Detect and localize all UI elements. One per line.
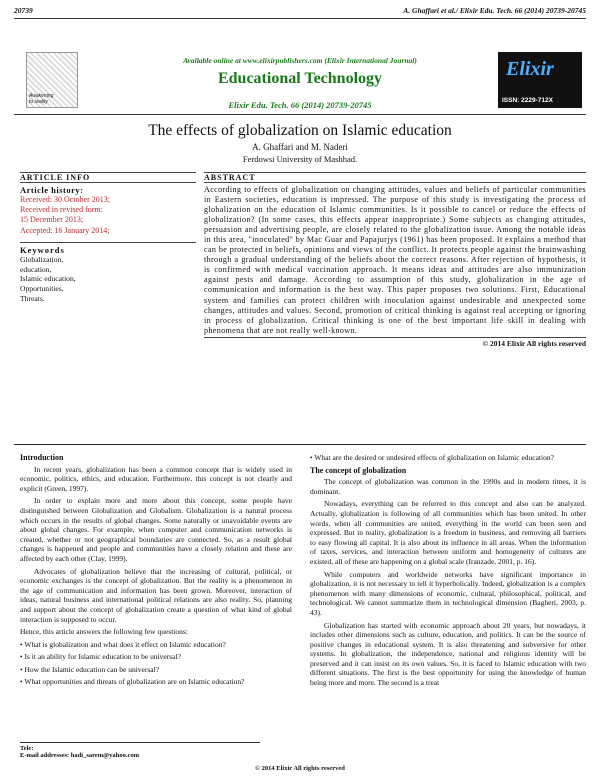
section-heading: The concept of globalization (310, 465, 407, 475)
paragraph: Nowadays, everything can be referred to this concept and also can be analyzed. Actually, globalization is following of all communities which has been united. In other words, when all communities are united, everything in the world can been seen and expressed. But in reality, globalization is a freedom in business, and removing all barriers to easy flowing all capital. It is also about its influence in all areas. When the information of taxes, services, and interaction between uniform and homogeneity of cultures are existed, all of these are happening on a global scale (Iranzade, 2001, p. 16). (310, 499, 586, 566)
keyword: education, (20, 264, 52, 274)
question-item: • How the Islamic education can be universal? (20, 664, 160, 674)
section-heading: Introduction (20, 453, 64, 462)
article-history-label: Article history: (20, 185, 84, 195)
history-item: Received: 30 October 2013; (20, 195, 110, 204)
paragraph: Advocates of globalization believe that the increasing of cultural, political, or economic exchanges is the concept of globalization. But the reality is a phenomenon in the age of communication and information has been grown. Moreover, interaction of ideas, natural business and international political relations are also reality. So, planning and support about the concept of globalization create a question of what kind of global interaction is supposed to occur. (20, 566, 292, 624)
history-item: Received in revised form: (20, 205, 103, 215)
header-rule (14, 18, 586, 19)
elixir-badge (498, 52, 582, 108)
paper-affiliation: Ferdowsi University of Mashhad. (242, 154, 358, 164)
issn-label: ISSN: 2229-712X (502, 97, 553, 104)
paper-title: The effects of globalization on Islamic education (148, 122, 452, 139)
abstract-text: According to effects of globalization on changing attitudes, values and beliefs of particular communities in Eastern societies, education is impressed. The purpose of this study is investigating the process of globalization on the education of Islamic communities. Is it possible to cancel or reduce the effects of globalization? (In some cases, this effects appear inappropriate.) Some subjects as changing attitudes, persuasion and advertising people, are closely related to the globalization issue. Among the notable ideas in this area, "inoculated" by Mac Guar and Papajurjys (1961) has been proposed. It explains a method that can be protected in beliefs, opinions and views of the conflict. It protects people against the brainwashing through a gradual understanding of the beliefs about the correct reasons. After rejection of hypothesis, it is confirmed with medical vaccination approach. It means ideas and attitudes are also immunization against pests and damage. According to assumption of this study, globalization in the age of communication and information is the best way. This paper proposes two solutions. First, Educational system and families can protect children with inoculation against undesirable and unexpected some changes, attitudes and values. Second, promotion of critical thinking is against real accepting or ignoring in process of globalization. Critical thinking is one of the best important life skill in dealing with phenomena that are not really well-known. (204, 185, 586, 335)
keyword: Globalization, (20, 254, 64, 264)
abstract-heading: ABSTRACT (204, 173, 256, 182)
paragraph: Globalization has started with economic approach about 20 years, but nowadays, it includes other dimensions such as culture, education, and politics. It can be the source of positive changes in educational system. It is also threatening and subversive for other systems. In globalization, the independence, national and religious identity will be preserved and it can insist on its own values. So, it is faced to Islamic education with two different situations. The first is the best opportunity for using the knowledge of human being more and more. The second is a treat (310, 620, 586, 688)
paragraph: In recent years, globalization has been a common concept that is widely used in economic, politics, ethics, and education. Furthermore, this concept is not clearly and explicit (Green, 1997). (20, 464, 292, 493)
body-column-left (20, 453, 292, 690)
running-citation: A. Ghaffari et al./ Elixir Edu. Tech. 66 (2014) 20739-20745 (403, 6, 586, 15)
footnote-email: E-mail addresses: hadi_sarem@yahoo.com (20, 752, 140, 759)
journal-citation: Elixir Edu. Tech. 66 (2014) 20739-20745 (228, 100, 372, 110)
availability-line: Available online at www.elixirpublishers.com (Elixir International Journal) (183, 56, 417, 65)
footnote-tele: Tele: (20, 745, 34, 752)
keyword: Islamic education, (20, 274, 76, 284)
history-item: 15 December 2013; (20, 215, 84, 225)
question-item: • What are the desired or undesired effects of globalization on Islamic education? (310, 453, 554, 462)
paper-authors: A. Ghaffari and M. Naderi (252, 142, 348, 152)
keywords-heading: Keywords (20, 242, 196, 255)
paragraph: In order to explain more and more about this concept, some people have distinguished between Globalization and Globalism. Globalization is a natural process which occurs in the results of global changes. Some naturally or unavoidable events are about global changes. For example, when computer and communication networks is created, whether or not geographical boundaries are connected. So, as a result global changes is happened and people and communities have a closely relation and these are affected by each other (Clay, 1999). (20, 496, 292, 563)
paragraph: While computers and worldwide networks have significant importance in globalization, it is not necessary to tell it hyperbolically. Indeed, globalization is a complex phenomenon with many dimensions of economic, cultural, philosophical, political, and technological. We cannot summarize them in technological dimension (Bagheri, 2003, p. 43). (310, 569, 586, 617)
article-info (20, 172, 196, 304)
journal-name: Educational Technology (217, 70, 383, 87)
footnote (20, 745, 300, 759)
abstract-bottom-rule (14, 444, 586, 445)
banner-rule (14, 114, 586, 115)
elixir-wordmark: Elixir (506, 58, 554, 80)
page-copyright: © 2014 Elixir All rights reserved (255, 765, 345, 772)
publisher-logo (26, 52, 78, 108)
abstract (204, 172, 586, 348)
keyword: Opportunities, (20, 284, 64, 294)
keyword: Threats. (20, 294, 45, 303)
question-item: • What is globalization and what does it effect on Islamic education? (20, 639, 226, 649)
body-column-right (310, 453, 586, 691)
question-item: • Is it an ability for Islamic education to be universal? (20, 652, 181, 662)
footnote-rule (20, 742, 260, 743)
article-info-heading: ARTICLE INFO (20, 173, 91, 182)
logo-caption: Awakening to reality (29, 93, 54, 105)
page-number: 20739 (14, 6, 33, 15)
paragraph: Hence, this article answers the following few questions: (20, 627, 188, 637)
paragraph: The concept of globalization was common in the 1990s and in modern times, it is dominant. (310, 477, 586, 496)
question-item: • What opportunities and threats of globalization are on Islamic education? (20, 677, 245, 687)
history-item: Accepted: 16 January 2014; (20, 225, 110, 235)
abstract-copyright: © 2014 Elixir All rights reserved (482, 338, 586, 348)
